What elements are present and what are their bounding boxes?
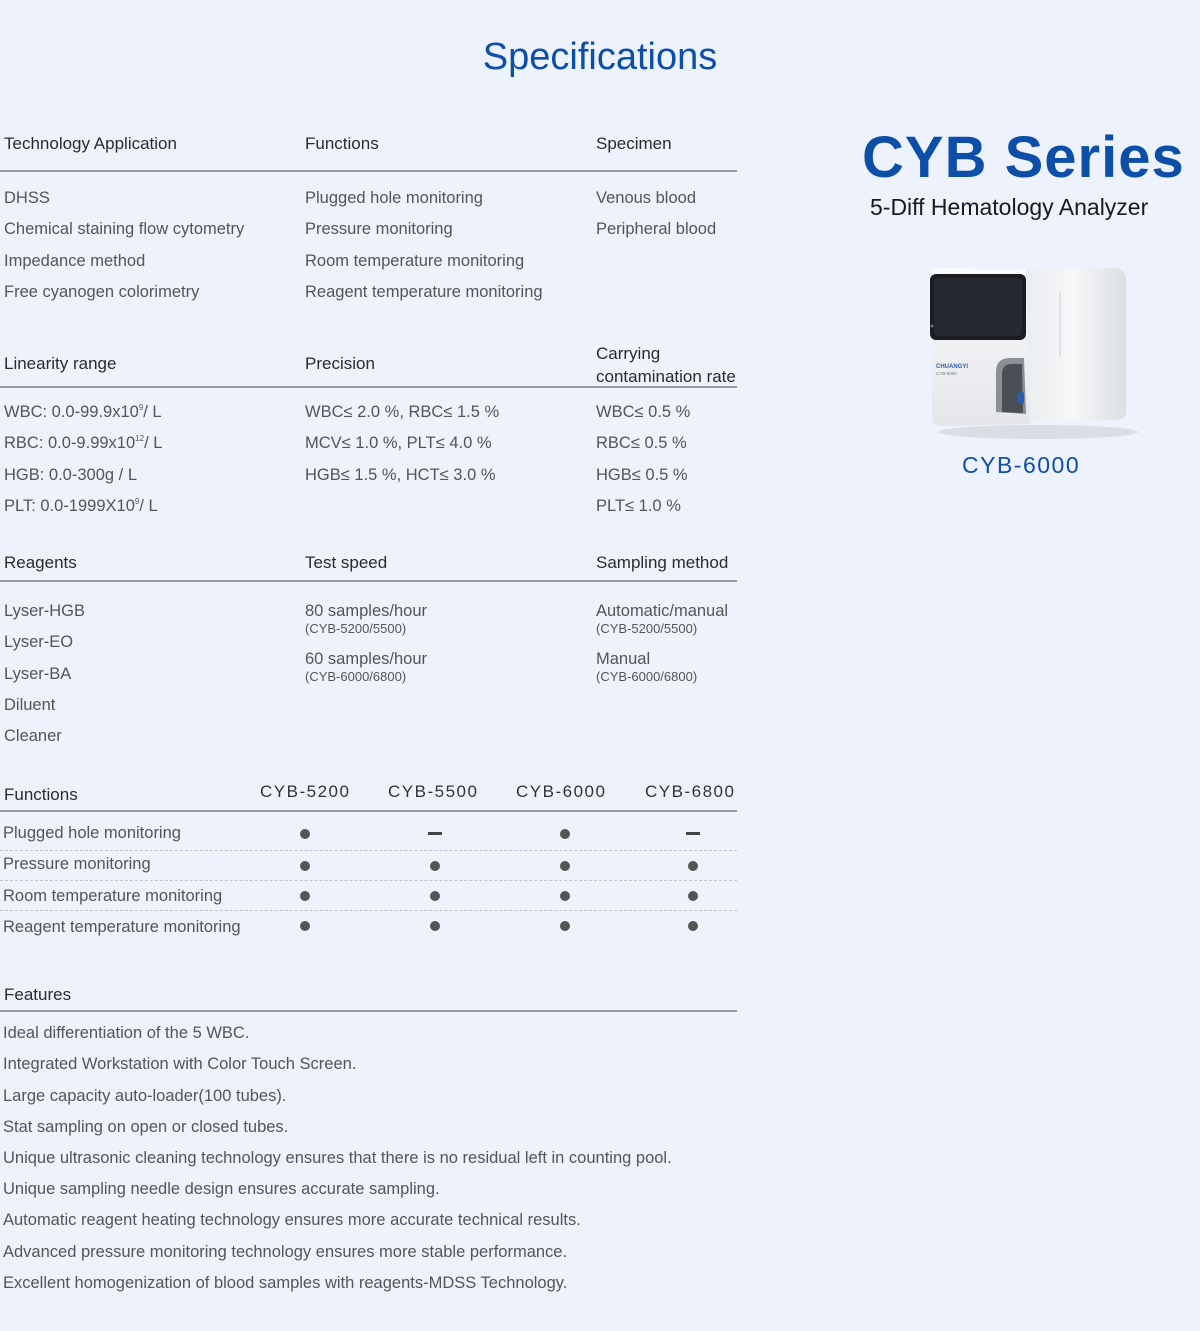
header-functions-table: Functions (4, 785, 78, 804)
header-contamination-rate: contamination rate (596, 367, 736, 386)
divider (0, 810, 737, 812)
available-dot (688, 861, 698, 871)
specimen-item: Venous blood (596, 189, 697, 207)
header-carrying: Carrying (596, 344, 661, 363)
divider (0, 386, 737, 388)
divider (0, 1010, 737, 1012)
reagent-item: Lyser-BA (4, 665, 72, 683)
model-header-cyb-6000: CYB-6000 (516, 782, 607, 801)
function-item: Room temperature monitoring (305, 252, 525, 270)
reagent-item: Lyser-HGB (4, 602, 85, 620)
reagent-item: Lyser-EO (4, 633, 74, 651)
model-header-cyb-5200: CYB-5200 (260, 782, 351, 801)
available-dot (300, 829, 310, 839)
precision-item: WBC≤ 2.0 %, RBC≤ 1.5 % (305, 403, 500, 421)
analyzer-image (918, 262, 1138, 442)
available-dot (688, 921, 698, 931)
model-header-cyb-6800: CYB-6800 (645, 782, 736, 801)
feature-item: Excellent homogenization of blood samples with reagents-MDSS Technology. (3, 1274, 568, 1292)
specimen-item: Peripheral blood (596, 220, 717, 238)
header-precision: Precision (305, 354, 375, 373)
carrying-item: HGB≤ 0.5 % (596, 466, 688, 484)
available-dot (560, 861, 570, 871)
function-row-label: Pressure monitoring (3, 855, 151, 873)
sampling-value: Automatic/manual (596, 602, 729, 620)
device-model: CYB-6000 (936, 371, 957, 376)
model-caption: CYB-6000 (962, 452, 1081, 478)
header-reagents: Reagents (4, 553, 77, 572)
linearity-item: PLT: $0.0-1999X10^9/$ L (4, 497, 158, 515)
divider (0, 580, 737, 582)
available-dot (688, 891, 698, 901)
series-subtitle: 5-Diff Hematology Analyzer (870, 194, 1149, 220)
header-sampling-method: Sampling method (596, 553, 729, 572)
tech-item: Chemical staining flow cytometry (4, 220, 245, 238)
feature-item: Unique ultrasonic cleaning technology ensures that there is no residual left in counting pool. (3, 1149, 672, 1167)
header-features: Features (4, 985, 72, 1004)
linearity-item: WBC: $0.0-99.9x10^9/$ L (4, 403, 162, 421)
function-row-label: Plugged hole monitoring (3, 824, 181, 842)
precision-item: MCV≤ 1.0 %, PLT≤ 4.0 % (305, 434, 492, 452)
carrying-item: WBC≤ 0.5 % (596, 403, 691, 421)
carrying-item: PLT≤ 1.0 % (596, 497, 681, 515)
reagent-item: Diluent (4, 696, 56, 714)
sampling-models: (CYB-6000/6800) (596, 669, 698, 684)
row-divider (0, 910, 737, 911)
header-functions: Functions (305, 134, 379, 153)
feature-item: Ideal differentiation of the 5 WBC. (3, 1024, 250, 1042)
linearity-item: HGB: 0.0-300g / L (4, 466, 137, 484)
sampling-value: Manual (596, 650, 651, 668)
device-brand: CHUANGYI (936, 364, 969, 370)
feature-item: Integrated Workstation with Color Touch Screen. (3, 1055, 357, 1073)
function-row-label: Reagent temperature monitoring (3, 918, 241, 936)
divider (0, 170, 737, 172)
header-linearity-range: Linearity range (4, 354, 117, 373)
tech-item: Impedance method (4, 252, 146, 270)
feature-item: Advanced pressure monitoring technology ensures more stable performance. (3, 1243, 568, 1261)
precision-item: HGB≤ 1.5 %, HCT≤ 3.0 % (305, 466, 496, 484)
carrying-item: RBC≤ 0.5 % (596, 434, 687, 452)
feature-item: Large capacity auto-loader(100 tubes). (3, 1087, 287, 1105)
function-item: Pressure monitoring (305, 220, 453, 238)
function-item: Reagent temperature monitoring (305, 283, 543, 301)
speed-value: 60 samples/hour (305, 650, 427, 668)
series-title: CYB Series (862, 125, 1185, 190)
header-specimen: Specimen (596, 134, 672, 153)
available-dot (560, 921, 570, 931)
header-test-speed: Test speed (305, 553, 388, 572)
tech-item: Free cyanogen colorimetry (4, 283, 200, 301)
reagent-item: Cleaner (4, 727, 62, 745)
linearity-item: RBC: $0.0-9.99x10^{12}/$ L (4, 434, 163, 452)
header-technology-application: Technology Application (4, 134, 177, 153)
function-item: Plugged hole monitoring (305, 189, 483, 207)
available-dot (300, 861, 310, 871)
speed-models: (CYB-5200/5500) (305, 621, 407, 636)
available-dot (430, 921, 440, 931)
feature-item: Stat sampling on open or closed tubes. (3, 1118, 289, 1136)
function-row-label: Room temperature monitoring (3, 887, 223, 905)
row-divider (0, 850, 737, 851)
page-title: Specifications (482, 36, 718, 78)
sampling-models: (CYB-5200/5500) (596, 621, 698, 636)
available-dot (300, 921, 310, 931)
speed-value: 80 samples/hour (305, 602, 427, 620)
feature-item: Unique sampling needle design ensures accurate sampling. (3, 1180, 440, 1198)
available-dot (300, 891, 310, 901)
row-divider (0, 880, 737, 881)
speed-models: (CYB-6000/6800) (305, 669, 407, 684)
model-header-cyb-5500: CYB-5500 (388, 782, 479, 801)
available-dot (430, 891, 440, 901)
tech-item: DHSS (4, 189, 50, 207)
available-dot (560, 891, 570, 901)
available-dot (560, 829, 570, 839)
not-available-dash (428, 832, 442, 835)
available-dot (430, 861, 440, 871)
not-available-dash (686, 832, 700, 835)
feature-item: Automatic reagent heating technology ensures more accurate technical results. (3, 1211, 581, 1229)
